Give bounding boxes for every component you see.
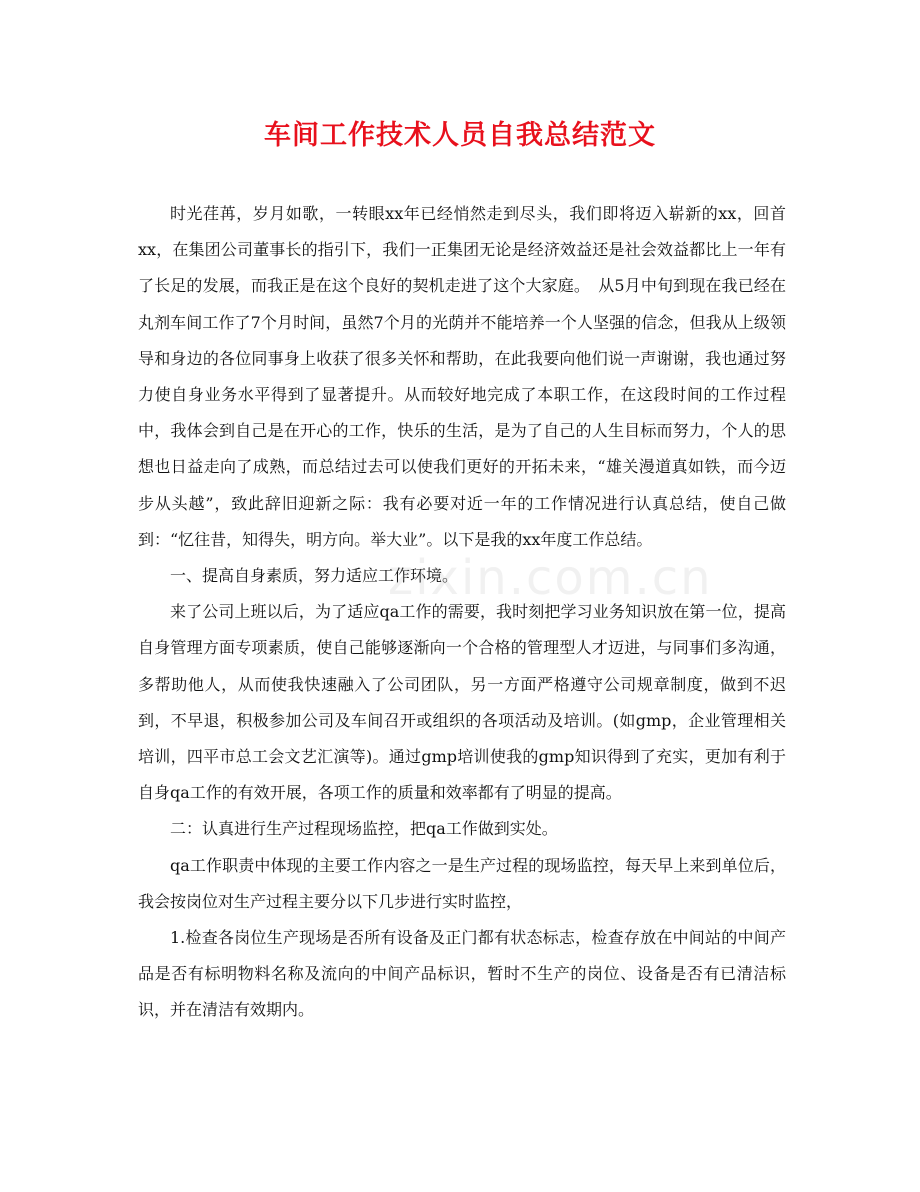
document-body xyxy=(138,196,786,1029)
section-heading-1: 一、提高自身素质，努力适应工作环境。 xyxy=(170,566,459,586)
paragraph-section-2: qa工作职责中体现的主要工作内容之一是生产过程的现场监控，每天早上来到单位后，我会按岗位对生产过程主要分以下几步进行实时监控， xyxy=(138,855,786,911)
site-watermark: zixin.com.cn xyxy=(388,550,713,606)
paragraph-section-1: 来了公司上班以后，为了适应qa工作的需要，我时刻把学习业务知识放在第一位，提高自身管理方面专项素质，使自己能够逐渐向一个合格的管理型人才迈进，与同事们多沟通，多帮助他人，从而使我快速融入了公司团队，另一方面严格遵守公司规章制度，做到不迟到，不早退，积极参加公司及车间召开或组织的各项活动及培训。(如gmp，企业管理相关培训，四平市总工会文艺汇演等)。通过gmp培训使我的gmp知识得到了充实，更加有利于自身qa工作的有效开展，各项工作的质量和效率都有了明显的提高。 xyxy=(138,602,786,803)
paragraph-intro: 时光荏苒，岁月如歌，一转眼xx年已经悄然走到尽头，我们即将迈入崭新的xx，回首xx，在集团公司董事长的指引下，我们一正集团无论是经济效益还是社会效益都比上一年有了长足的发展，而我正是在这个良好的契机走进了这个大家庭。 从5月中旬到现在我已经在丸剂车间工作了7个月时间，虽然7个月的光荫并不能培养一个人坚强的信念，但我从上级领导和身边的各位同事身上收获了很多关怀和帮助，在此我要向他们说一声谢谢，我也通过努力使自身业务水平得到了显著提升。从而较好地完成了本职工作，在这段时间的工作过程中，我体会到自己是在开心的工作，快乐的生活，是为了自己的人生目标而努力，个人的思想也日益走向了成熟，而总结过去可以使我们更好的开拓未来，“雄关漫道真如铁，而今迈步从头越”，致此辞旧迎新之际：我有必要对近一年的工作情况进行认真总结，使自己做到：“忆往昔，知得失，明方向。举大业”。以下是我的xx年度工作总结。 xyxy=(138,204,786,549)
document-title: 车间工作技术人员自我总结范文 xyxy=(264,120,656,151)
section-heading-2: 二：认真进行生产过程现场监控，把qa工作做到实处。 xyxy=(170,819,558,839)
paragraph-item-1: 1.检查各岗位生产现场是否所有设备及正门都有状态标志，检查存放在中间站的中间产品是否有标明物料名称及流向的中间产品标识，暂时不生产的岗位、设备是否有已清洁标识，并在清洁有效期内。 xyxy=(138,928,786,1020)
